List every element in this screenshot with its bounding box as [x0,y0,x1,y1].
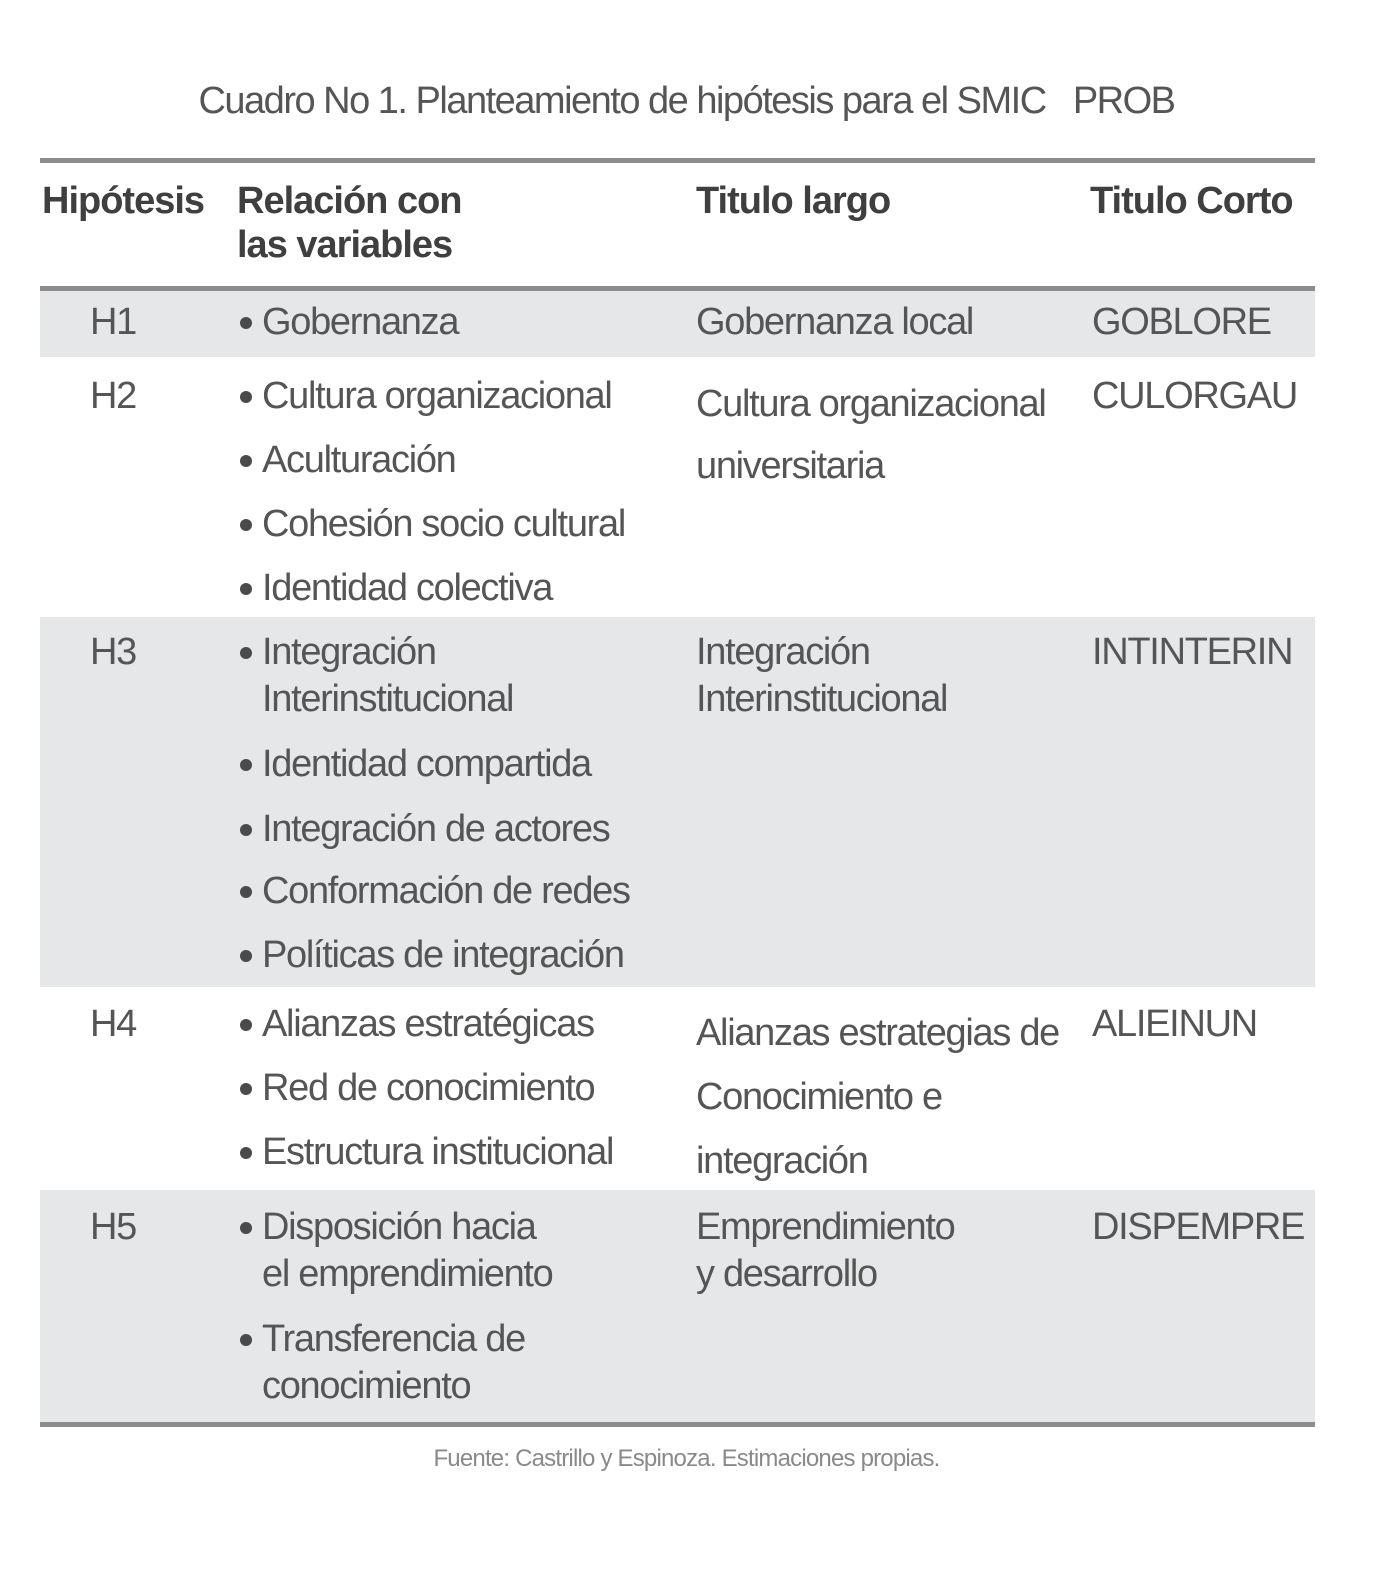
bullet-icon [240,455,252,467]
list-item: Identidad colectiva [237,565,697,612]
titulo-corto-cell: DISPEMPRE [1092,1206,1305,1248]
table-row [40,291,1315,357]
bullet-icon [240,1334,252,1346]
table-row [40,987,1315,1190]
list-item: Estructura institucional [237,1129,697,1176]
header-hipotesis: Hipótesis [42,180,205,222]
titulo-largo-cell: Gobernanza local [696,301,974,343]
titulo-largo-cell: Cultura organizacional universitaria [696,383,1046,487]
list-item: Aculturación [237,437,697,484]
variables-list [237,373,697,612]
variables-list [237,299,697,346]
variables-list [237,1001,697,1176]
bullet-icon [240,1083,252,1095]
list-item: Alianzas estratégicas [237,1001,697,1048]
titulo-largo-cell: Integración Interinstitucional [696,631,948,720]
bullet-icon [240,391,252,403]
table-row [40,617,1315,987]
bullet-icon [240,1222,252,1234]
list-item: Red de conocimiento [237,1065,697,1112]
list-item: Integración Interinstitucional [237,629,697,723]
table-row [40,357,1315,617]
list-item: Cultura organizacional [237,373,697,420]
list-item: Gobernanza [237,299,697,346]
titulo-largo-cell: Alianzas estrategias de Conocimiento e integración [696,1012,1059,1182]
list-item: Conformación de redes [237,868,697,915]
variables-list [237,629,697,979]
bullet-icon [240,824,252,836]
hypothesis-id: H4 [90,1003,136,1045]
list-item: Integración de actores [237,806,697,853]
header-relacion: Relación con las variables [237,180,462,266]
bullet-icon [240,886,252,898]
list-item: Políticas de integración [237,932,697,979]
table-row [40,1190,1315,1422]
hypothesis-id: H1 [90,301,136,343]
bullet-icon [240,647,252,659]
hypothesis-table [40,158,1315,1427]
hypothesis-id: H5 [90,1206,136,1248]
hypothesis-id: H3 [90,631,136,673]
list-item: Identidad compartida [237,741,697,788]
header-titulo-corto: Titulo Corto [1090,180,1293,222]
titulo-corto-cell: INTINTERIN [1092,631,1293,673]
titulo-corto-cell: CULORGAU [1092,375,1297,417]
variables-list [237,1204,697,1410]
bullet-icon [240,1147,252,1159]
source-note: Fuente: Castrillo y Espinoza. Estimaciones propias. [433,1445,940,1472]
list-item: Transferencia de conocimiento [237,1316,697,1410]
header-titulo-largo: Titulo largo [696,180,891,222]
titulo-largo-cell: Emprendimiento y desarrollo [696,1206,955,1295]
bullet-icon [240,950,252,962]
bullet-icon [240,583,252,595]
titulo-corto-cell: GOBLORE [1092,301,1271,343]
bullet-icon [240,317,252,329]
list-item: Cohesión socio cultural [237,501,697,548]
bullet-icon [240,1019,252,1031]
hypothesis-id: H2 [90,375,136,417]
table-caption: Cuadro No 1. Planteamiento de hipótesis para el SMIC PROB [198,80,1175,122]
table-bottom-rule [40,1422,1315,1427]
bullet-icon [240,519,252,531]
table-header-row [40,163,1315,286]
bullet-icon [240,759,252,771]
titulo-corto-cell: ALIEINUN [1092,1003,1257,1045]
list-item: Disposición hacia el emprendimiento [237,1204,697,1298]
